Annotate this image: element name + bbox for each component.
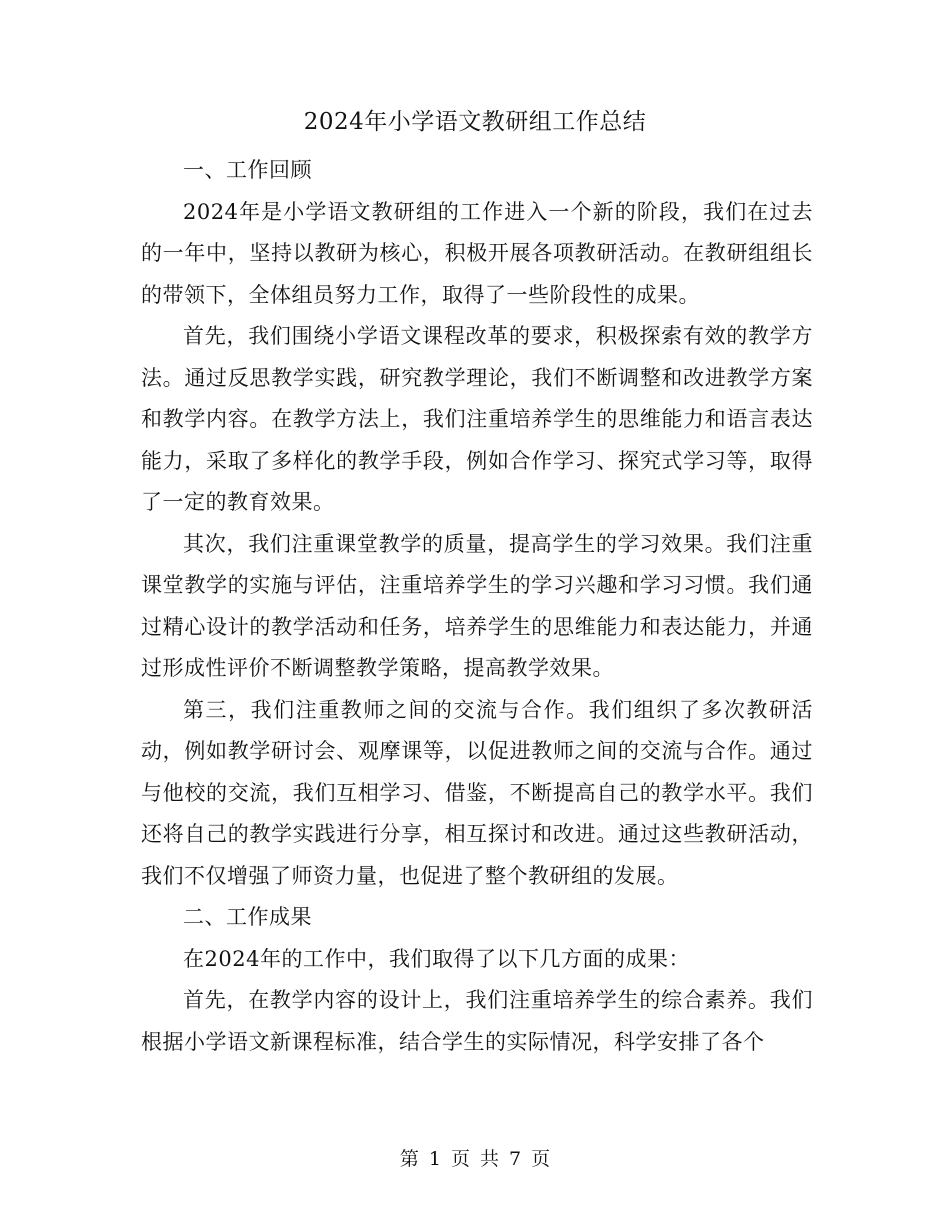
paragraph-results-intro: 在2024年的工作中，我们取得了以下几方面的成果： (183, 946, 690, 971)
document-body (141, 150, 813, 1063)
paragraph-teacher-exchange: 第三，我们注重教师之间的交流与合作。我们组织了多次教研活动，例如教学研讨会、观摩课等，以促进教师之间的交流与合作。通过与他校的交流，我们互相学习、借鉴，不断提高自己的教学水平。我们还将自己的教学实践进行分享，相互探讨和改进。通过这些教研活动，我们不仅增强了师资力量，也促进了整个教研组的发展。 (141, 697, 813, 888)
paragraph-classroom-quality: 其次，我们注重课堂教学的质量，提高学生的学习效果。我们注重课堂教学的实施与评估，注重培养学生的学习兴趣和学习习惯。我们通过精心设计的教学活动和任务，培养学生的思维能力和表达能力，并通过形成性评价不断调整教学策略，提高教学效果。 (141, 531, 813, 680)
section-heading-results: 二、工作成果 (183, 905, 312, 929)
section-heading-review: 一、工作回顾 (183, 158, 312, 182)
paragraph-content-design: 首先，在教学内容的设计上，我们注重培养学生的综合素养。我们根据小学语文新课程标准，结合学生的实际情况，科学安排了各个 (141, 988, 813, 1054)
paragraph-overview: 2024年是小学语文教研组的工作进入一个新的阶段，我们在过去的一年中，坚持以教研为核心，积极开展各项教研活动。在教研组组长的带领下，全体组员努力工作，取得了一些阶段性的成果。 (141, 199, 813, 307)
document-title: 2024年小学语文教研组工作总结 (303, 109, 647, 135)
paragraph-teaching-methods: 首先，我们围绕小学语文课程改革的要求，积极探索有效的教学方法。通过反思教学实践，研究教学理论，我们不断调整和改进教学方案和教学内容。在教学方法上，我们注重培养学生的思维能力和语言表达能力，采取了多样化的教学手段，例如合作学习、探究式学习等，取得了一定的教育效果。 (141, 324, 813, 514)
page-number-footer: 第 1 页 共 7 页 (399, 1148, 551, 1170)
